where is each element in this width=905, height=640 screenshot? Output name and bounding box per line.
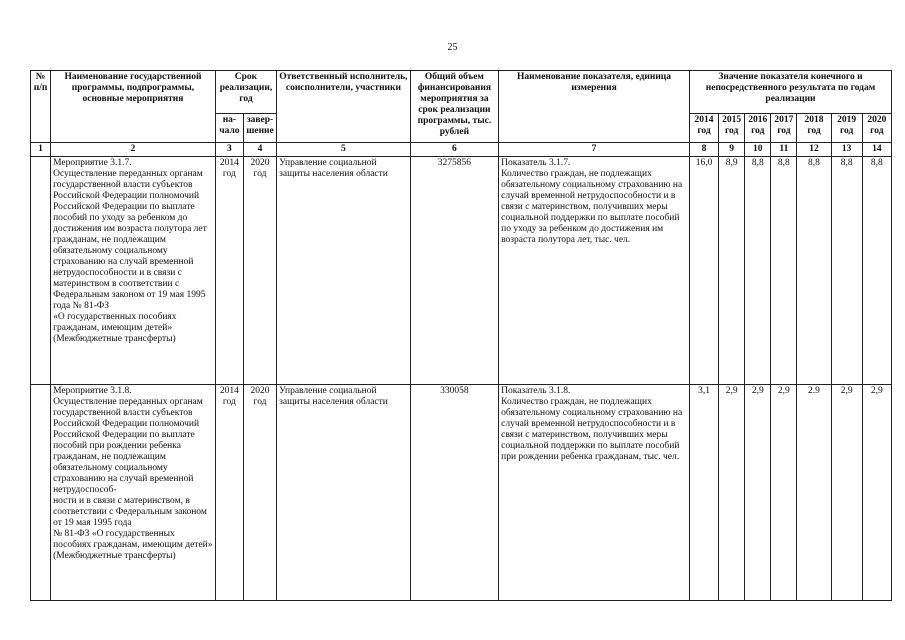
header-year: 2014 год [689,114,718,143]
header-year: 2016 год [745,114,771,143]
column-number: 12 [797,143,831,157]
page-number: 25 [447,42,458,53]
row-funding: 3275856 [410,157,498,385]
row-end: 2020 год [243,385,276,601]
row-value: 2,9 [719,385,745,601]
row-value: 16,0 [689,157,718,385]
row-num [31,385,51,601]
column-number-row [31,143,892,157]
row-executor: Управление социальной защиты населения области [277,157,411,385]
column-number: 3 [215,143,243,157]
column-number: 4 [243,143,276,157]
row-name: Мероприятие 3.1.8. Осуществление переданных органам государственной власти субъектов Российской Федерации полномочий Российской Федерации по выплате пособий при рождении ребенка гражданам, не подлежащим обязательному социальному страхованию на случай временной нетрудоспособ- ности и в связи с материнством, в соответствии с Федеральным законом от 19 мая 1995 года № 81-ФЗ «О государственных пособиях гражданам, имеющим детей» (Межбюджетные трансферты) [51,385,216,601]
row-value: 2,9 [745,385,771,601]
row-executor: Управление социальной защиты населения области [277,385,411,601]
column-number: 9 [719,143,745,157]
column-number: 10 [745,143,771,157]
header-year: 2018 год [797,114,831,143]
row-value: 8,8 [831,157,862,385]
header-indicator: Наименование показателя, единица измерения [499,71,690,143]
row-start: 2014 год [215,157,243,385]
table-row [31,385,892,601]
column-number: 6 [410,143,498,157]
column-number: 14 [862,143,891,157]
column-number: 1 [31,143,51,157]
column-number: 13 [831,143,862,157]
row-name: Мероприятие 3.1.7. Осуществление переданных органам государственной власти субъектов Российской Федерации полномочий Российской Федерации по выплате пособий по уходу за ребенком до достижения им возраста полутора лет гражданам, не подлежащим обязательному социальному страхованию на случай временной нетрудоспособности и в связи с материнством в соответствии с Федеральным законом от 19 мая 1995 года № 81-ФЗ «О государственных пособиях гражданам, имеющим детей» (Межбюджетные трансферты) [51,157,216,385]
header-term-start: на- чало [215,114,243,143]
row-value: 8,8 [797,157,831,385]
table-row [31,157,892,385]
row-value: 8,9 [719,157,745,385]
row-end: 2020 год [243,157,276,385]
column-number: 11 [771,143,797,157]
header-term: Срок реализации, год [215,71,276,114]
program-table [30,70,892,601]
column-number: 8 [689,143,718,157]
column-number: 2 [51,143,216,157]
header-funding: Общий объем финансирования мероприятия за срок реализации программы, тыс. рублей [410,71,498,143]
row-value: 8,8 [862,157,891,385]
row-value: 2,9 [771,385,797,601]
header-year: 2017 год [771,114,797,143]
row-value: 2,9 [862,385,891,601]
header-num: № п/п [31,71,51,143]
column-number: 7 [499,143,690,157]
row-start: 2014 год [215,385,243,601]
row-value: 2.9 [797,385,831,601]
row-indicator: Показатель 3.1.7. Количество граждан, не подлежащих обязательному социальному страхованию на случай временной нетрудоспособности и в связи с материнством, получивших меры социальной поддержки по выплате пособий по уходу за ребенком до достижения им возраста полутора лет, тыс. чел. [499,157,690,385]
row-num [31,157,51,385]
header-year: 2015 год [719,114,745,143]
header-name: Наименование государственной программы, подпрограммы, основные мероприятия [51,71,216,143]
column-number: 5 [277,143,411,157]
row-indicator: Показатель 3.1.8. Количество граждан, не подлежащих обязательному социальному страхованию на случай временной нетрудоспособности и в связи с материнством, получивших меры социальной поддержки по выплате пособий при рождении ребенка гражданам, тыс. чел. [499,385,690,601]
header-term-end: завер- шение [243,114,276,143]
header-executor: Ответственный исполнитель, соисполнители, участники [277,71,411,143]
header-values: Значение показателя конечного и непосредственного результата по годам реализации [689,71,891,114]
header-year: 2020 год [862,114,891,143]
header-year: 2019 год [831,114,862,143]
header-row [31,71,892,114]
row-value: 8,8 [745,157,771,385]
row-funding: 330058 [410,385,498,601]
row-value: 3,1 [689,385,718,601]
row-value: 2,9 [831,385,862,601]
row-value: 8,8 [771,157,797,385]
